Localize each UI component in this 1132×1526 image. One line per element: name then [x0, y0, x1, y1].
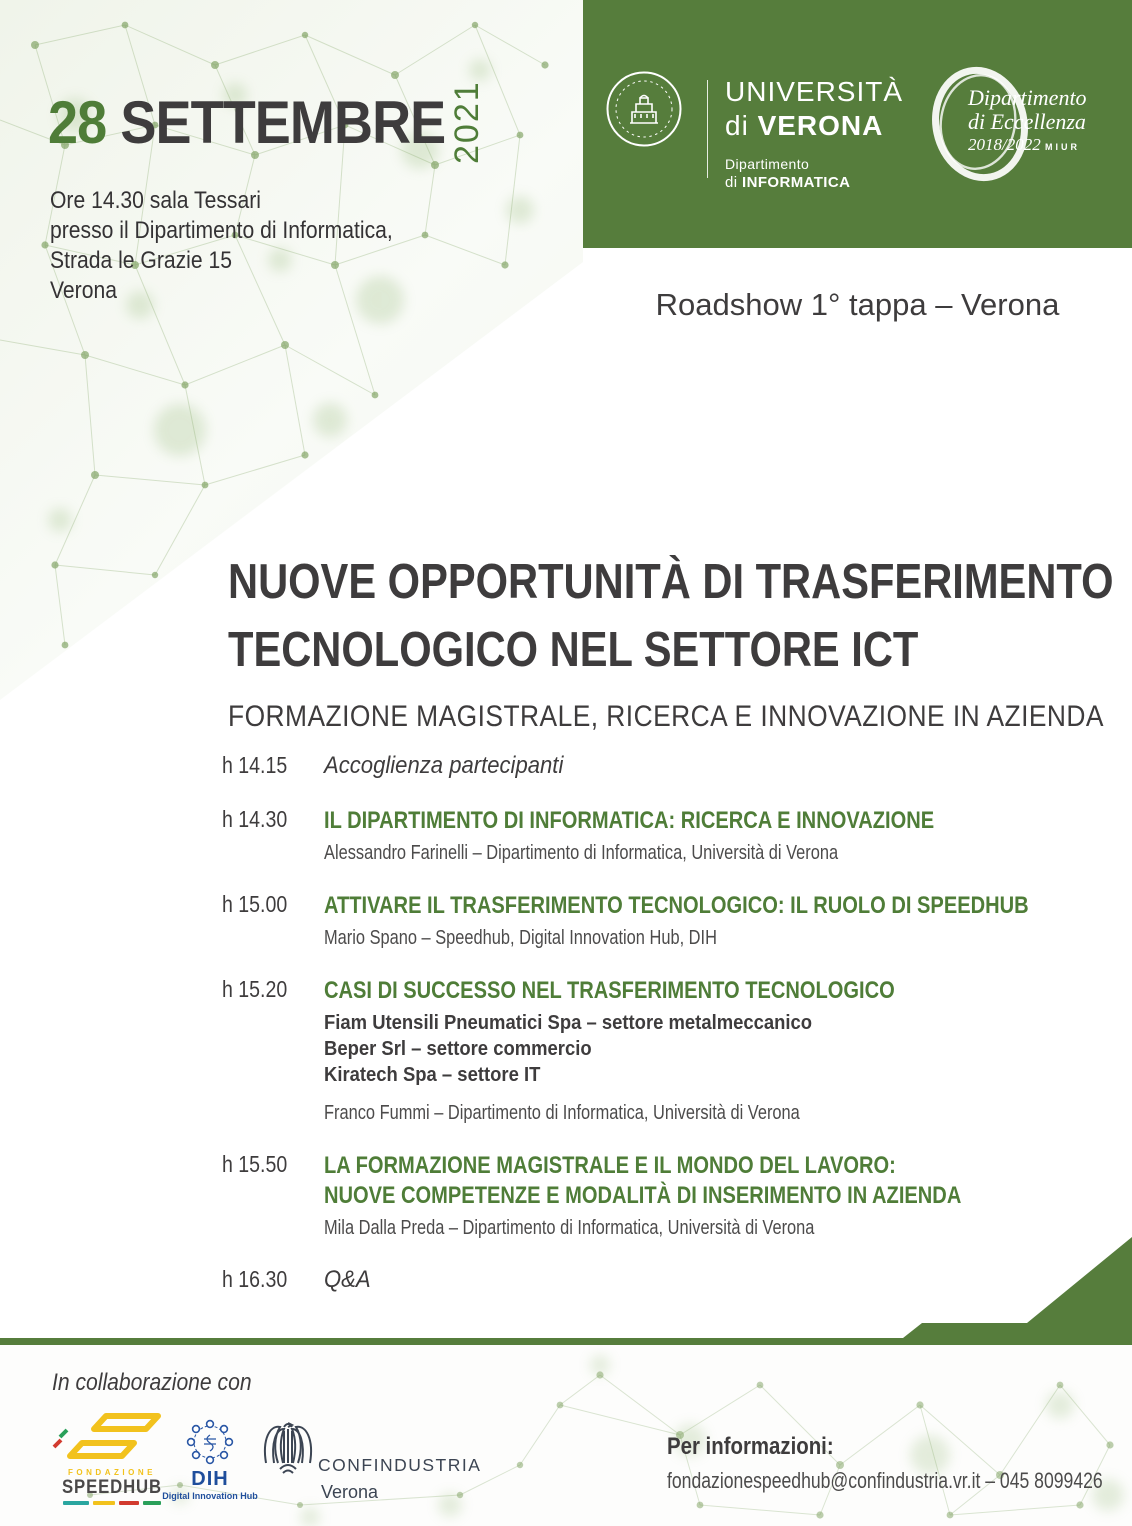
schedule-time: h 14.15 — [222, 752, 288, 778]
event-title-line1: NUOVE OPPORTUNITÀ DI TRASFERIMENTO — [228, 555, 1114, 609]
venue-address — [50, 186, 393, 306]
confindustria-text — [318, 1455, 481, 1503]
university-name-line1: UNIVERSITÀ — [725, 76, 904, 107]
excellence-years: 2018/2022 MIUR — [968, 135, 1080, 154]
schedule — [222, 752, 1082, 1320]
schedule-speaker: Mario Spano – Speedhub, Digital Innovation Hub, DIH — [324, 927, 717, 949]
speedhub-wordmark: SPEEDHUB — [62, 1477, 162, 1498]
confindustria-city: Verona — [321, 1482, 379, 1502]
schedule-row — [222, 806, 1082, 865]
excellence-department-logo — [928, 60, 1108, 188]
speedhub-tagline-decoration — [46, 1501, 178, 1505]
confindustria-eagle-icon — [260, 1419, 316, 1477]
dih-subtitle: Digital Innovation Hub — [162, 1491, 258, 1501]
schedule-row — [222, 752, 1082, 780]
company-line: Fiam Utensili Pneumatici Spa – settore metalmeccanico — [324, 1011, 813, 1034]
schedule-time: h 15.50 — [222, 1151, 288, 1177]
speedhub-fondazione-label: FONDAZIONE — [68, 1468, 156, 1477]
case-study-companies — [324, 1010, 1082, 1088]
schedule-speaker: Franco Fummi – Dipartimento di Informatica, Università di Verona — [324, 1102, 800, 1124]
schedule-time: h 16.30 — [222, 1266, 288, 1292]
schedule-speaker: Alessandro Farinelli – Dipartimento di Informatica, Università di Verona — [324, 842, 839, 864]
date-year: 2021 — [448, 80, 486, 164]
schedule-row — [222, 891, 1082, 950]
schedule-item-label: Q&A — [324, 1266, 371, 1293]
venue-line: presso il Dipartimento di Informatica, — [50, 217, 393, 244]
dih-network-icon — [184, 1417, 236, 1467]
university-wordmark — [725, 76, 903, 191]
speedhub-logo — [46, 1411, 178, 1505]
schedule-row — [222, 1151, 1082, 1240]
roadshow-subtitle: Roadshow 1° tappa – Verona — [655, 287, 1060, 322]
schedule-item-title: ATTIVARE IL TRASFERIMENTO TECNOLOGICO: IL RUOLO DI SPEEDHUB — [324, 892, 1029, 919]
event-date-block — [48, 80, 489, 164]
schedule-item-title-line2: NUOVE COMPETENZE E MODALITÀ DI INSERIMENTO IN AZIENDA — [324, 1182, 962, 1209]
excellence-line2: di Eccellenza — [968, 109, 1086, 134]
university-header-block — [583, 0, 1132, 248]
dih-wordmark: DIH — [191, 1468, 229, 1490]
excellence-text — [968, 86, 1087, 158]
date-month: SETTEMBRE — [120, 89, 446, 156]
department-line2: di INFORMATICA — [725, 174, 851, 191]
date-day: 28 — [48, 89, 107, 156]
event-title-block — [228, 548, 1132, 734]
event-date — [48, 88, 445, 157]
confindustria-wordmark: CONFINDUSTRIA — [318, 1455, 482, 1475]
confindustria-logo — [260, 1419, 482, 1502]
venue-line: Ore 14.30 sala Tessari — [50, 187, 261, 214]
contact-email-phone: fondazionespeedhub@confindustria.vr.it – 045 8099426 — [667, 1468, 1103, 1493]
dih-logo — [160, 1417, 260, 1501]
schedule-item-label: Accoglienza partecipanti — [324, 752, 564, 779]
schedule-time: h 15.20 — [222, 976, 288, 1002]
company-line: Kiratech Spa – settore IT — [324, 1063, 541, 1086]
schedule-item-title-line1: LA FORMAZIONE MAGISTRALE E IL MONDO DEL LAVORO: — [324, 1152, 896, 1179]
venue-line: Verona — [50, 277, 117, 304]
department-line1: Dipartimento — [725, 156, 810, 172]
company-line: Beper Srl – settore commercio — [324, 1037, 592, 1060]
schedule-time: h 15.00 — [222, 891, 288, 917]
green-divider-band — [0, 1237, 1132, 1345]
schedule-row — [222, 976, 1082, 1125]
collaboration-label: In collaborazione con — [52, 1369, 252, 1396]
university-seal-icon — [605, 70, 683, 148]
schedule-speaker: Mila Dalla Preda – Dipartimento di Informatica, Università di Verona — [324, 1217, 815, 1239]
footer — [0, 1345, 1132, 1526]
miur-label: MIUR — [1044, 142, 1080, 152]
schedule-item-title: CASI DI SUCCESSO NEL TRASFERIMENTO TECNOLOGICO — [324, 977, 895, 1004]
event-subtitle: FORMAZIONE MAGISTRALE, RICERCA E INNOVAZIONE IN AZIENDA — [228, 700, 1104, 733]
contact-info-label: Per informazioni: — [667, 1433, 834, 1460]
university-name-line2: di VERONA — [725, 110, 884, 141]
schedule-time: h 14.30 — [222, 806, 288, 832]
event-title-line2: TECNOLOGICO NEL SETTORE ICT — [228, 623, 919, 677]
logo-divider — [707, 80, 708, 178]
speedhub-mark-icon — [46, 1411, 178, 1461]
excellence-line1: Dipartimento — [968, 85, 1087, 110]
venue-line: Strada le Grazie 15 — [50, 247, 232, 274]
contact-info — [667, 1433, 1132, 1494]
schedule-item-title: IL DIPARTIMENTO DI INFORMATICA: RICERCA E INNOVAZIONE — [324, 807, 935, 834]
